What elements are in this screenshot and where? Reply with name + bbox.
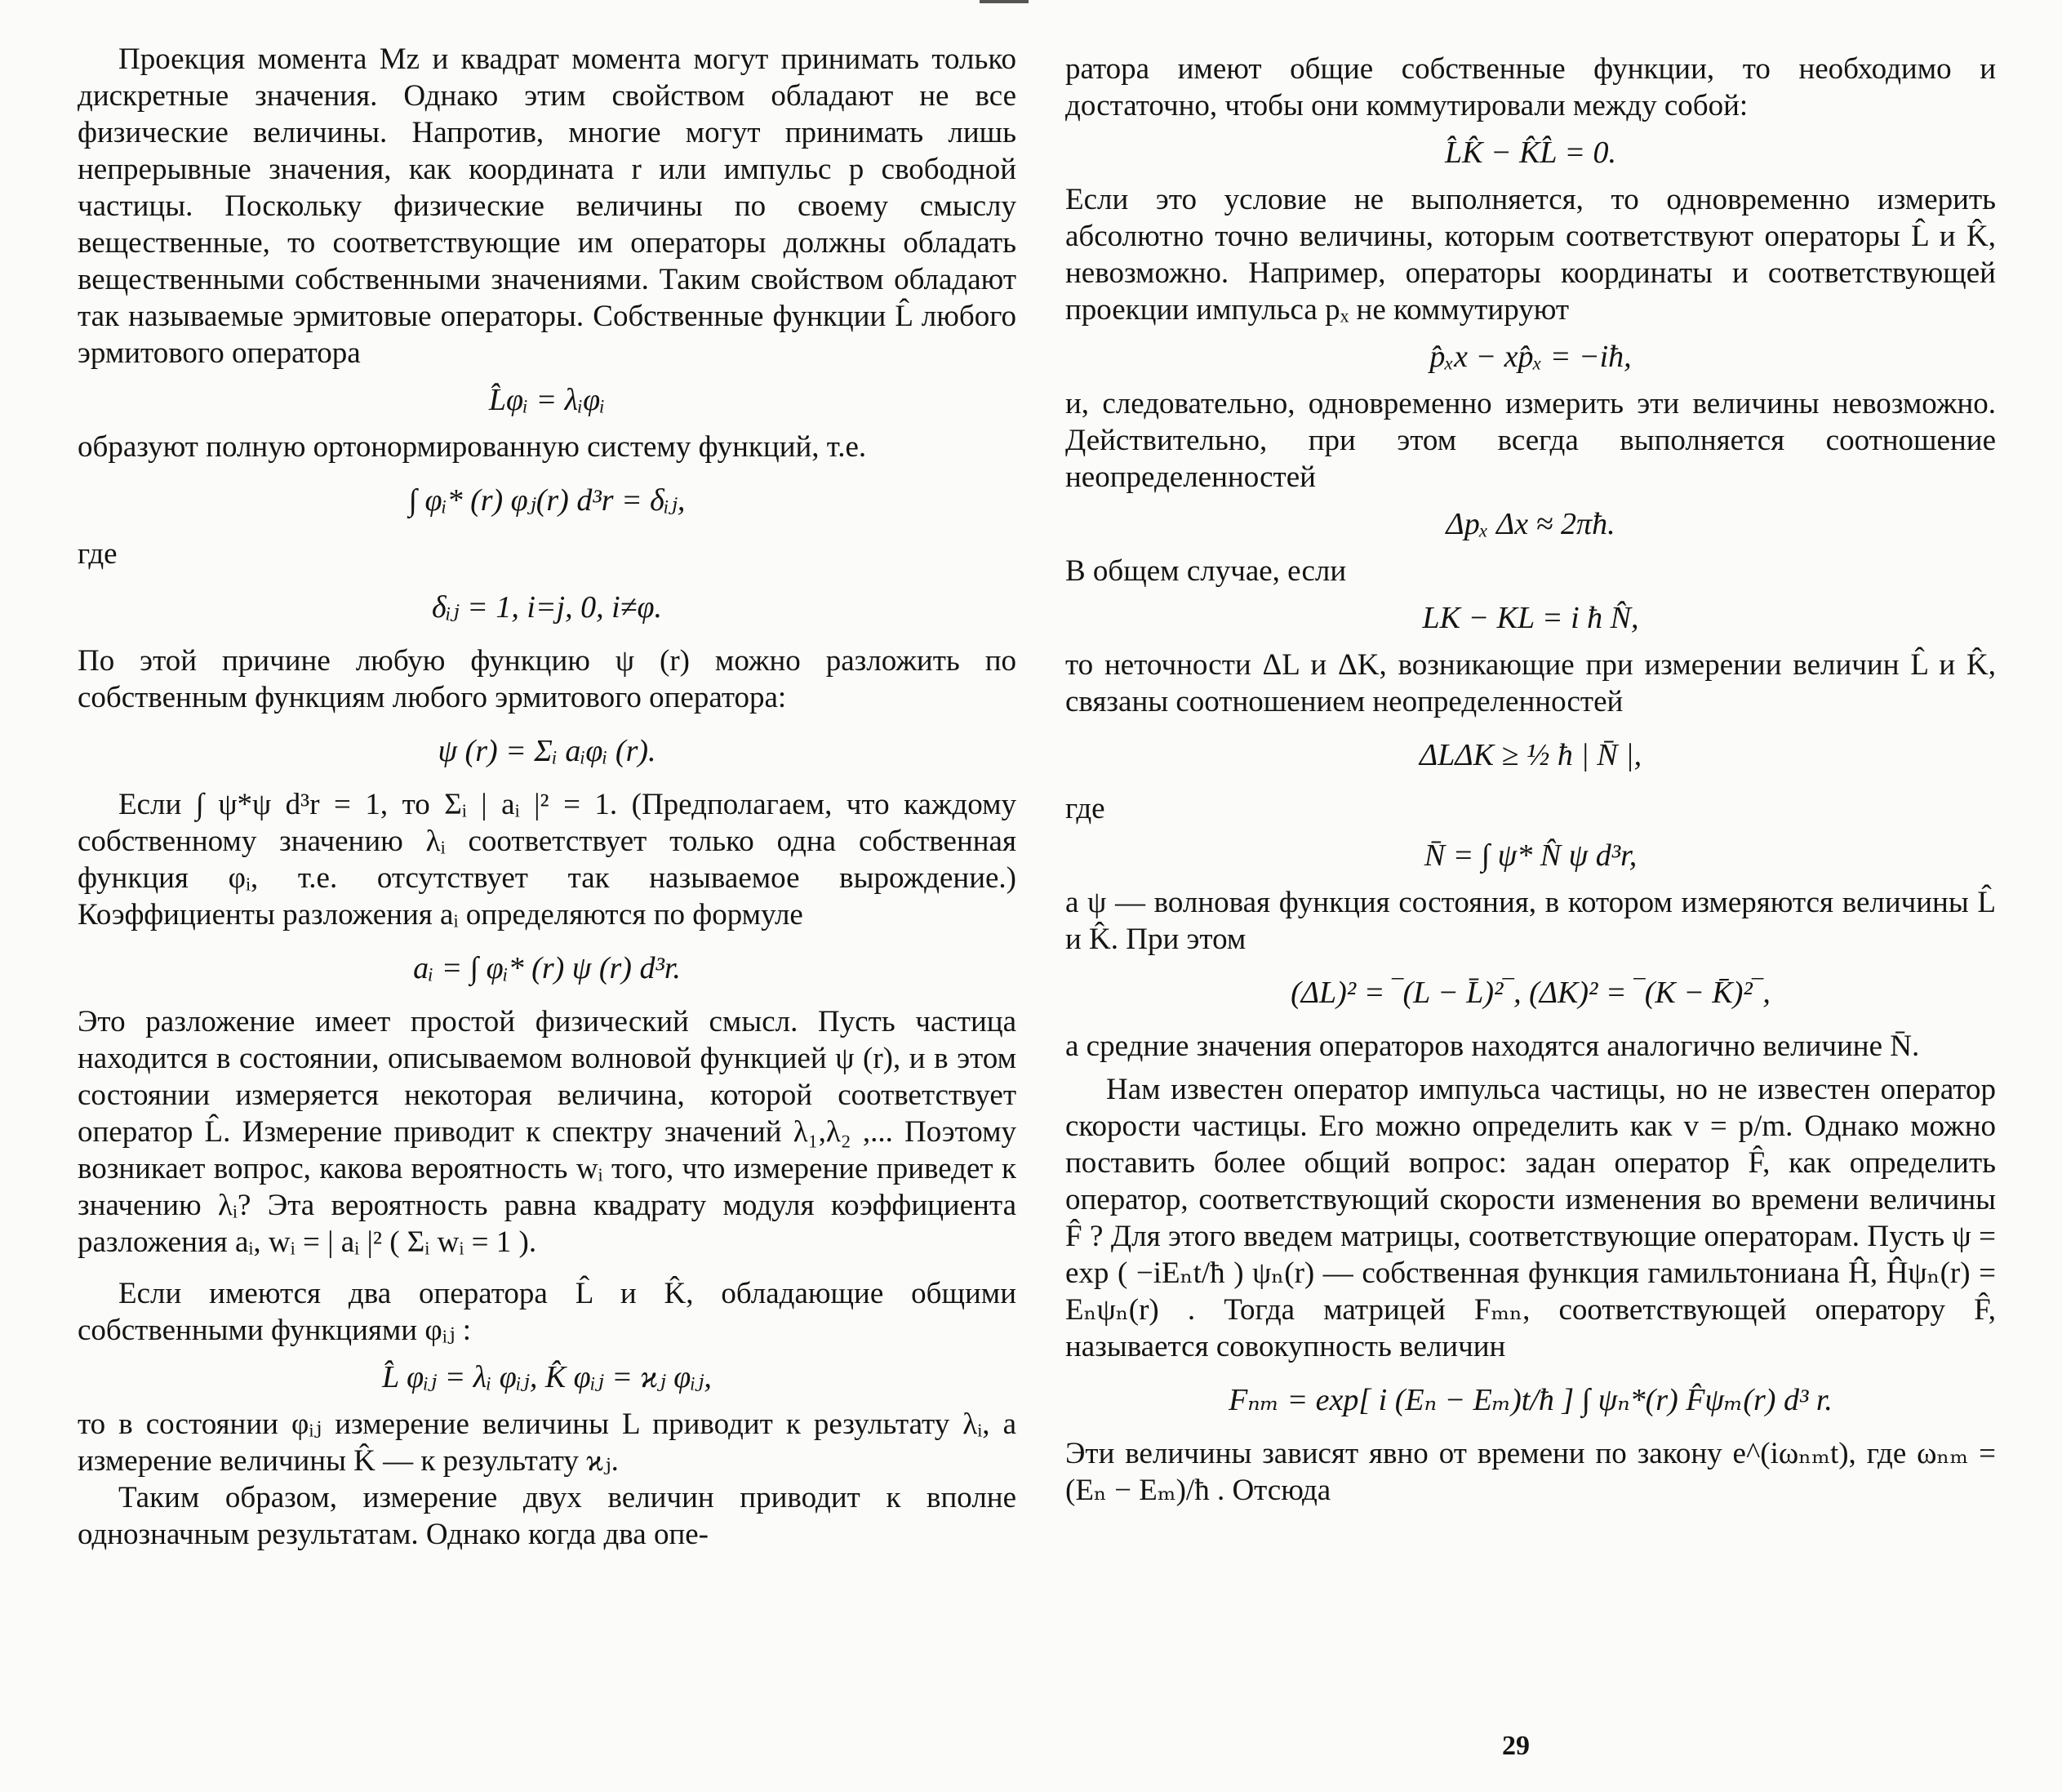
paragraph: Проекция момента Mz и квадрат момента могут принимать только дискретные значения. Однако этим свойством обладают не все физические величины. Напротив, многие могут принимать лишь непрерывные значения, как координата r или импульс p свободной частицы. Поскольку физические величины по своему смыслу вещественные, то соответствующие им операторы должны обладать вещественными собственными значениями. Таким свойством обладают так называемые эрмитовые операторы. Собственные функции L̂ любого эрмитового оператора xyxy=(78,42,1016,370)
equation: ψ (r) = Σᵢ aᵢφᵢ (r). xyxy=(438,734,656,768)
left-page-column xyxy=(78,41,1016,1553)
paragraph: В общем случае, если xyxy=(1065,554,1347,588)
equation: Fₙₘ = exp[ i (Eₙ − Eₘ)t/ħ ] ∫ ψₙ*(r) F̂ψₘ(r) d³ r. xyxy=(1229,1383,1833,1417)
paragraph: то неточности ΔL и ΔK, возникающие при измерении величин L̂ и K̂, связаны соотношением неопределенностей xyxy=(1065,648,1996,718)
scan-mark xyxy=(980,0,1029,3)
paragraph: и, следовательно, одновременно измерить эти величины невозможно. Действительно, при этом всегда выполняется соотношение неопределенностей xyxy=(1065,387,1996,494)
equation: ∫ φᵢ* (r) φⱼ(r) d³r = δᵢⱼ, xyxy=(408,483,686,518)
equation: L̂ φᵢⱼ = λᵢ φᵢⱼ, K̂ φᵢⱼ = ϰⱼ φᵢⱼ, xyxy=(382,1360,712,1394)
paragraph: ратора имеют общие собственные функции, то необходимо и достаточно, чтобы они коммутировали между собой: xyxy=(1065,52,1996,122)
equation: Δpₓ Δx ≈ 2πħ. xyxy=(1446,507,1615,541)
paragraph: Таким образом, измерение двух величин приводит к вполне однозначным результатам. Однако когда два опе- xyxy=(78,1481,1016,1551)
equation: L̂K̂ − K̂L̂ = 0. xyxy=(1444,136,1617,170)
equation: L̂φᵢ = λᵢφᵢ xyxy=(488,383,606,417)
where-label: где xyxy=(78,537,118,571)
equation: aᵢ = ∫ φᵢ* (r) ψ (r) d³r. xyxy=(413,951,681,985)
paragraph: Если ∫ ψ*ψ d³r = 1, то Σᵢ | aᵢ |² = 1. (Предполагаем, что каждому собственному значению λᵢ соответствует только одна собственная функция φᵢ, т.е. отсутствует так называемое вырождение.) Коэффициенты разложения aᵢ определяются по формуле xyxy=(78,788,1016,932)
paragraph: а ψ — волновая функция состояния, в котором измеряются величины L̂ и K̂. При этом xyxy=(1065,886,1996,956)
where-label: где xyxy=(1065,792,1105,825)
equation: δᵢⱼ = 1, i=j, 0, i≠φ. xyxy=(431,590,663,625)
paragraph: то в состоянии φᵢⱼ измерение величины L приводит к результату λᵢ, а измерение величины K̂ — к результату ϰⱼ. xyxy=(78,1407,1016,1478)
equation: N̄ = ∫ ψ* N̂ ψ d³r, xyxy=(1424,838,1638,873)
paragraph: Нам известен оператор импульса частицы, но не известен оператор скорости частицы. Его можно определить как v = p/m. Однако можно поставить более общий вопрос: задан оператор F̂, как определить оператор, соответствующий скорости изменения во времени величины F̂ ? Для этого введем матрицы, соответствующие операторам. Пусть ψ = exp ( −iEₙt/ħ ) ψₙ(r) — собственная функция гамильтониана Ĥ, Ĥψₙ(r) = Eₙψₙ(r) . Тогда матрицей Fₘₙ, соответствующей оператору F̂, называется совокупность величин xyxy=(1065,1073,1996,1363)
page-number: 29 xyxy=(1502,1731,1530,1761)
paragraph: а средние значения операторов находятся аналогично величине N̄. xyxy=(1065,1029,1920,1063)
paragraph: Если имеются два оператора L̂ и K̂, обладающие общими собственными функциями φᵢⱼ : xyxy=(78,1277,1016,1347)
equation: LK − KL = i ħ N̂, xyxy=(1422,601,1639,635)
paragraph: Эти величины зависят явно от времени по закону e^(iωₙₘt), где ωₙₘ = (Eₙ − Eₘ)/ħ . Отсюда xyxy=(1065,1437,1996,1507)
paragraph: образуют полную ортонормированную систему функций, т.е. xyxy=(78,430,867,464)
paragraph: Если это условие не выполняется, то одновременно измерить абсолютно точно величины, которым соответствуют операторы L̂ и K̂, невозможно. Например, операторы координаты и соответствующей проекции импульса pₓ не коммутируют xyxy=(1065,183,1996,327)
right-page-column xyxy=(1065,51,1996,1509)
equation: (ΔL)² = ‾(L − L̄)²‾, (ΔK)² = ‾(K − K̄)²‾, xyxy=(1291,976,1771,1010)
equation: p̂ₓx − xp̂ₓ = −iħ, xyxy=(1429,340,1632,374)
paragraph: Это разложение имеет простой физический смысл. Пусть частица находится в состоянии, описываемом волновой функцией ψ (r), и в этом состоянии измеряется некоторая величина, которой соответствует оператор L̂. Измерение приводит к спектру значений λ₁,λ₂ ,... Поэтому возникает вопрос, какова вероятность wᵢ того, что измерение приведет к значению λᵢ? Эта вероятность равна квадрату модуля коэффициента разложения aᵢ, wᵢ = | aᵢ |² ( Σᵢ wᵢ = 1 ). xyxy=(78,1005,1016,1259)
equation: ΔLΔK ≥ ½ ħ | N̄ |, xyxy=(1419,738,1642,772)
paragraph: По этой причине любую функцию ψ (r) можно разложить по собственным функциям любого эрмитового оператора: xyxy=(78,644,1016,714)
